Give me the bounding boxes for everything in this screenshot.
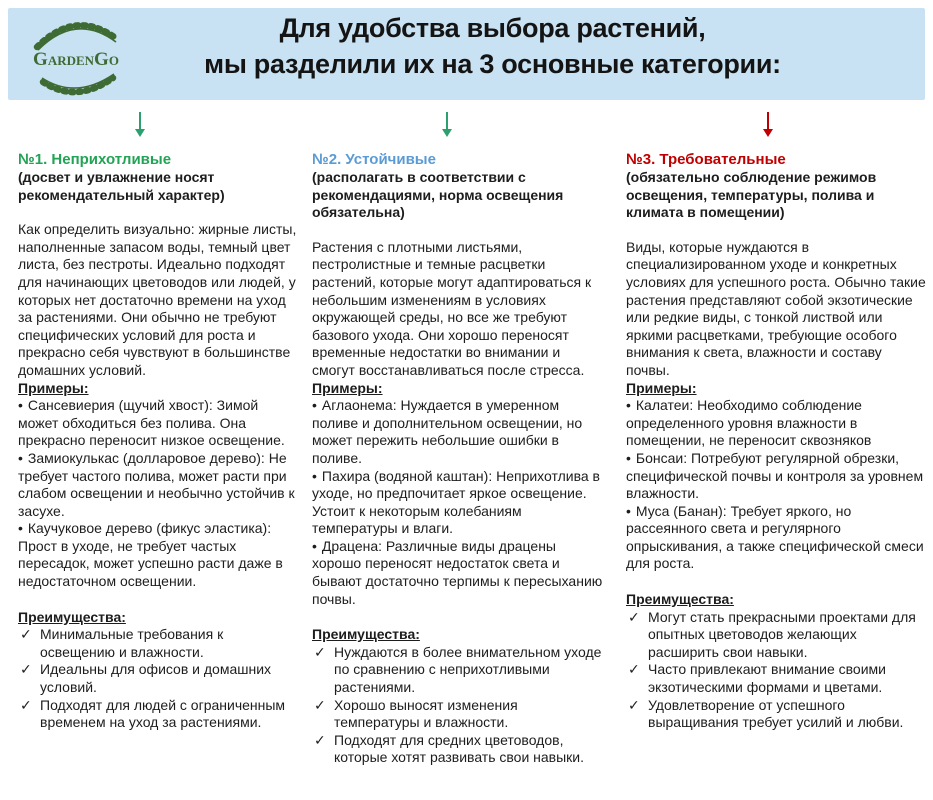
bullet-icon: •	[18, 449, 23, 466]
category-3-advantages-label: Преимущества:	[626, 591, 734, 608]
bullet-icon: •	[626, 397, 631, 414]
example-item	[312, 397, 604, 467]
example-text: Пахира (водяной каштан): Неприхотлива в уходе, но предпочитает яркое освещение. Устоит к некоторым колебаниям температуры и влаги.	[312, 467, 600, 537]
check-icon: ✓	[20, 696, 32, 713]
category-2-description: Растения с плотными листьями, пестролистные и темные расцветки растений, которые могут адаптироваться к небольшим изменениям в условиях окружающей среды, но все же требуют базового ухода. Они хорошо переносят временные недостатки во внимании и смогут восстанавливаться после стресса.	[312, 238, 592, 378]
advantage-text: Подходят для средних цветоводов, которые хотят развивать свои навыки.	[334, 731, 585, 766]
example-text: Бонсаи: Потребуют регулярной обрезки, специфической почвы и контроля за уровнем влажности.	[626, 449, 924, 502]
check-icon: ✓	[628, 608, 640, 625]
category-2-subheading: (располагать в соответствии с рекомендациями, норма освещения обязательна)	[312, 169, 564, 221]
check-icon: ✓	[314, 643, 326, 660]
advantage-item	[626, 609, 926, 662]
example-text: Аглаонема: Нуждается в умеренном поливе и дополнительном освещении, но может пережить небольшие ошибки в поливе.	[312, 397, 583, 466]
category-1-heading: №1. Неприхотливые	[18, 151, 172, 168]
example-text: Сансевиерия (щучий хвост): Зимой может обходиться без полива. Она прекрасно переносит низкое освещение.	[18, 397, 285, 449]
bullet-icon: •	[626, 449, 631, 466]
example-text: Калатеи: Необходимо соблюдение определенного уровня влажности в помещении, не переносит сквозняков	[626, 397, 872, 449]
example-text: Драцена: Различные виды драцены хорошо переносят недостаток света и бывают достаточно терпимы к пересыханию почвы.	[312, 537, 603, 607]
advantage-item	[312, 732, 604, 767]
example-item	[18, 397, 298, 450]
category-1-subheading: (досвет и увлажнение носят рекомендательный характер)	[18, 169, 225, 203]
category-3-description: Виды, которые нуждаются в специализированном уходе и конкретных условиях для успешного роста. Обычно такие растения представляют собой экзотические или редкие виды, с тонкой листвой или яркими расцветками, требующие особого внимания к света, влажности и составу почвы.	[626, 238, 926, 378]
advantage-item	[626, 697, 926, 732]
advantage-text: Минимальные требования к освещению и влажности.	[40, 626, 224, 660]
advantage-text: Удовлетворение от успешного выращивания требует усилий и любви.	[648, 696, 904, 731]
category-1-description: Как определить визуально: жирные листы, наполненные запасом воды, темный цвет листа, без пестроты. Идеально подходят для начинающих цветоводов или людей, у которых нет достаточно времени на уход за растениями. Они обычно не требуют специфических условий для роста и прекрасно себя чувствуют в большинстве домашних условий.	[18, 221, 297, 378]
category-column-1	[18, 150, 298, 767]
advantage-text: Идеальны для офисов и домашних условий.	[40, 661, 272, 696]
check-icon: ✓	[20, 626, 32, 643]
example-item	[312, 468, 604, 538]
bullet-icon: •	[18, 397, 23, 414]
example-item	[18, 450, 298, 520]
bullet-icon: •	[312, 537, 317, 554]
check-icon: ✓	[20, 661, 32, 678]
bullet-icon: •	[312, 397, 317, 414]
page-title-line2: мы разделили их на 3 основные категории:	[204, 49, 781, 79]
advantage-text: Часто привлекают внимание своими экзотическими формами и цветами.	[648, 661, 886, 696]
page-title	[0, 10, 933, 82]
category-2-examples-label: Примеры:	[312, 379, 383, 396]
advantage-item	[18, 626, 298, 661]
category-1-advantages-label: Преимущества:	[18, 608, 126, 625]
advantage-item	[18, 697, 298, 732]
advantage-text: Нуждаются в более внимательном уходе по сравнению с неприхотливыми растениями.	[334, 643, 602, 696]
category-column-2	[312, 150, 604, 767]
check-icon: ✓	[314, 696, 326, 713]
advantage-item	[312, 697, 604, 732]
example-item	[626, 450, 926, 503]
example-item	[312, 538, 604, 608]
advantage-item	[18, 661, 298, 696]
category-2-heading: №2. Устойчивые	[312, 151, 436, 168]
example-text: Муса (Банан): Требует яркого, но рассеянного света и регулярного опрыскивания, а также специфической смеси для роста.	[626, 502, 924, 572]
category-1-examples-label: Примеры:	[18, 379, 89, 396]
arrow-down-icon	[135, 112, 145, 138]
check-icon: ✓	[314, 731, 326, 748]
arrow-down-icon	[763, 112, 773, 138]
check-icon: ✓	[628, 696, 640, 713]
example-text: Каучуковое дерево (фикус эластика): Прост в уходе, не требует частых пересадок, может успешно расти даже в недостаточном освещении.	[18, 520, 283, 590]
category-3-subheading: (обязательно соблюдение режимов освещения, температуры, полива и климата в помещении)	[626, 169, 877, 221]
categories-container	[18, 150, 926, 767]
check-icon: ✓	[628, 661, 640, 678]
example-text: Замиокулькас (долларовое дерево): Не требует частого полива, может расти при слабом освещении и необычно устойчив к засухе.	[18, 449, 295, 519]
category-column-3	[626, 150, 926, 767]
example-item	[626, 503, 926, 573]
page-title-line1: Для удобства выбора растений,	[279, 13, 706, 43]
category-3-heading: №3. Требовательные	[626, 151, 786, 168]
example-item	[18, 520, 298, 590]
advantage-text: Хорошо выносят изменения температуры и влажности.	[334, 696, 518, 731]
advantage-text: Подходят для людей с ограниченным временем на уход за растениями.	[40, 696, 286, 731]
advantage-item	[312, 644, 604, 697]
category-2-advantages-label: Преимущества:	[312, 626, 420, 643]
advantage-item	[626, 661, 926, 696]
category-3-examples-label: Примеры:	[626, 379, 697, 396]
example-item	[626, 397, 926, 450]
advantage-text: Могут стать прекрасными проектами для опытных цветоводов желающих расширить свои навыки.	[648, 608, 916, 660]
bullet-icon: •	[18, 520, 23, 537]
arrow-down-icon	[442, 112, 452, 138]
bullet-icon: •	[312, 467, 317, 484]
bullet-icon: •	[626, 502, 631, 519]
logo-text: GARDENGO	[33, 49, 119, 70]
